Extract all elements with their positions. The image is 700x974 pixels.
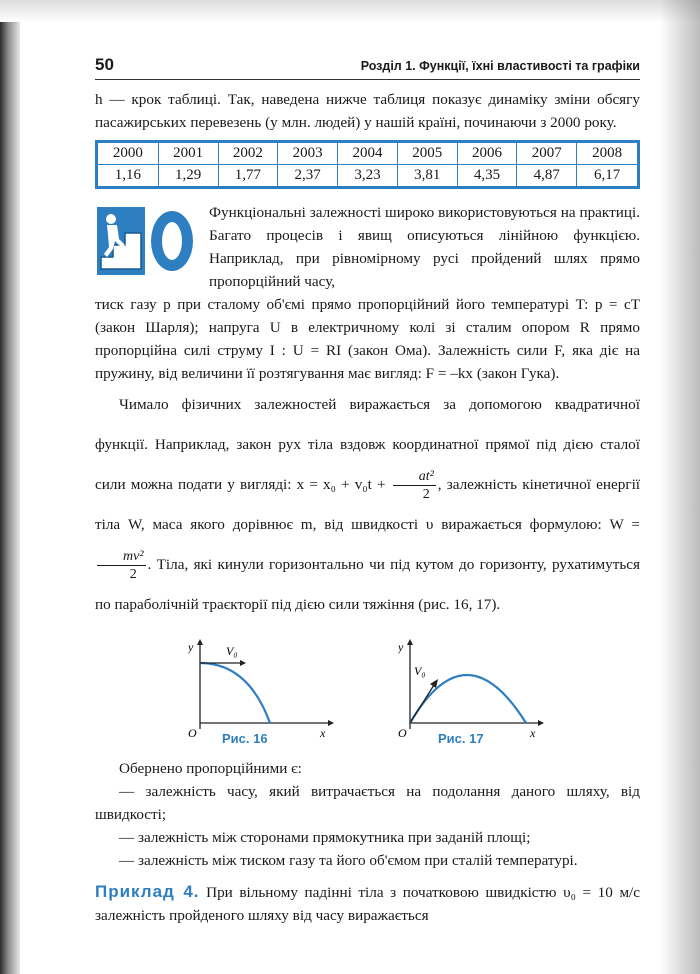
page-content: [95, 55, 640, 927]
table-cell-year: 2008: [577, 142, 639, 165]
fig16-caption: Рис. 16: [221, 731, 268, 746]
quadratic-text-1: Чимало фізичних залежностей виражається за допомогою квадратичної функції. Наприклад, закон рух тіла вздовж координатної прямої під дією сталої сили можна подати у вигляді: x = x₀ + v₀t +: [95, 396, 640, 493]
inverse-heading: Обернено пропорційними є:: [119, 760, 302, 777]
linear-intro: Функціональні залежності широко використовуються на практиці. Багато процесів і явищ описуються лінійною функцією. Наприклад, при рівномірному русі пройдений шлях прямо пропорційний часу,: [209, 204, 640, 290]
linear-block: [95, 201, 640, 293]
formula1-denominator: 2: [422, 487, 430, 503]
example-title: Приклад 4.: [95, 882, 200, 901]
page-right-shadow: [660, 0, 700, 974]
table-cell-year: 2007: [517, 142, 577, 165]
formula-at2-over-2: [393, 468, 436, 503]
stairs-person-icon: [95, 205, 199, 277]
figure-17: [398, 637, 548, 747]
page-number: 50: [95, 55, 114, 74]
inverse-item-2: — залежність між сторонами прямокутника при заданій площі;: [119, 829, 531, 846]
fig16-trajectory: [200, 663, 270, 723]
page-header: [95, 55, 640, 75]
book-spine-shadow: [0, 0, 20, 974]
table-row-values: [97, 165, 639, 188]
header-rule: [95, 79, 640, 80]
formula1-numerator: at²: [393, 468, 436, 486]
table-cell-value: 1,16: [97, 165, 159, 188]
fig16-x-label: x: [319, 726, 325, 740]
figure-16: [188, 637, 338, 747]
fig17-y-label: y: [397, 640, 403, 654]
table-cell-value: 2,37: [278, 165, 338, 188]
quadratic-paragraph: [95, 385, 640, 625]
table-cell-value: 3,23: [338, 165, 398, 188]
example-text: При вільному падінні тіла з початковою швидкістю υ₀ = 10 м/с залежність пройденого шляху від часу виражається: [95, 884, 641, 924]
fig17-velocity-vector: [410, 685, 434, 723]
table-cell-year: 2004: [338, 142, 398, 165]
fig17-caption: Рис. 17: [437, 731, 484, 746]
table-cell-value: 3,81: [397, 165, 457, 188]
inverse-item-3: — залежність між тиском газу та його об'ємом при сталій температурі.: [119, 852, 578, 869]
example-paragraph: [95, 880, 640, 927]
formula2-numerator: mv²: [97, 548, 146, 566]
table-cell-value: 1,29: [158, 165, 218, 188]
formula2-denominator: 2: [129, 567, 137, 583]
table-cell-value: 1,77: [218, 165, 278, 188]
fig16-y-label: y: [187, 640, 193, 654]
table-cell-year: 2005: [397, 142, 457, 165]
linear-rest: тиск газу p при сталому об'ємі прямо пропорційний його температурі T: p = cT (закон Шарля); напруга U в електричному колі зі сталим опором R прямо пропорційна силі струму I : U = RI (закон Ома). Залежність сили F, яка діє на пружину, від величини її розтягування має вигляд: F = –kx (закон Гука).: [95, 296, 640, 382]
table-cell-value: 4,87: [517, 165, 577, 188]
passenger-table: [95, 140, 640, 189]
fig17-trajectory: [410, 675, 526, 723]
fig16-vector-label: V₀: [225, 644, 238, 658]
table-cell-year: 2002: [218, 142, 278, 165]
table-cell-year: 2001: [158, 142, 218, 165]
intro-paragraph: h — крок таблиці. Так, наведена нижче таблиця показує динаміку зміни обсягу пасажирських перевезень (у млн. людей) у нашій країні, починаючи з 2000 року.: [95, 91, 640, 131]
table-row-years: [97, 142, 639, 165]
page-top-edge: [0, 0, 700, 22]
figures-row: [95, 637, 640, 747]
formula-mv2-over-2: [97, 548, 146, 583]
running-title: Розділ 1. Функції, їхні властивості та графіки: [360, 59, 640, 73]
fig17-vector-label: V₀: [413, 664, 426, 678]
table-cell-year: 2006: [457, 142, 517, 165]
fig16-origin: O: [187, 726, 197, 740]
table-cell-value: 6,17: [577, 165, 639, 188]
table-cell-year: 2000: [97, 142, 159, 165]
fig17-x-label: x: [529, 726, 535, 740]
table-cell-year: 2003: [278, 142, 338, 165]
table-cell-value: 4,35: [457, 165, 517, 188]
quadratic-text-3: . Тіла, які кинули горизонтально чи під кутом до горизонту, рухатимуться по параболічній траєкторії під дією сили тяжіння (рис. 16, 17).: [95, 556, 640, 613]
inverse-item-1: — залежність часу, який витрачається на подолання даного шляху, від швидкості;: [95, 783, 640, 823]
quadratic-text-2: , залежність кінетичної енергії тіла W, маса якого дорівнює m, від швидкості υ виражається формулою: W =: [95, 476, 641, 533]
fig17-origin: O: [397, 726, 407, 740]
